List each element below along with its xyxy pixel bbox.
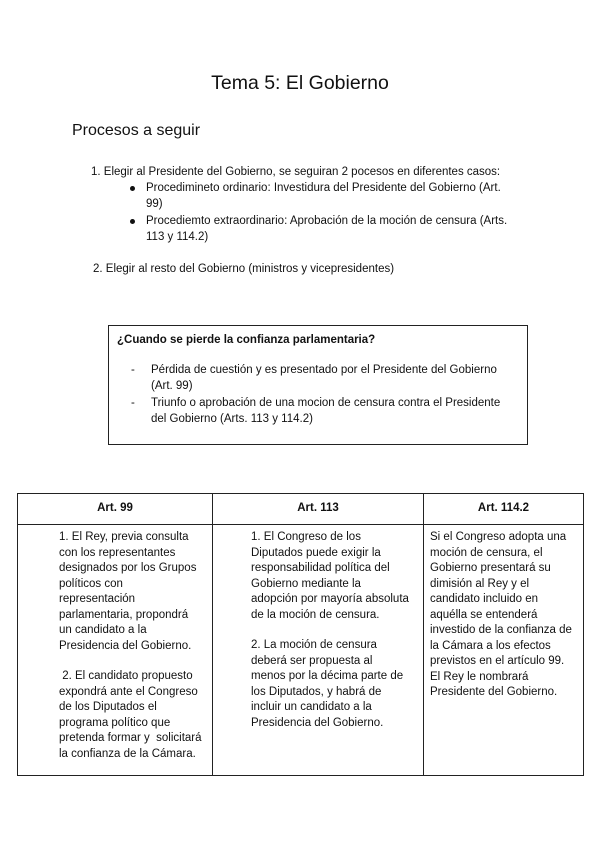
box-item-line: Pérdida de cuestión y es presentado por el Presidente del Gobierno [151, 364, 497, 376]
cell-line: expondrá ante el Congreso [59, 685, 198, 698]
articles-table [17, 493, 584, 776]
cell-line: Si el Congreso adopta una [430, 531, 567, 543]
cell-line: los Diputados, y habrá de [251, 685, 382, 698]
cell-line: incluir un candidato a la [251, 701, 372, 713]
cell-line: El Rey le nombrará [430, 670, 529, 683]
dash-marker: - [131, 397, 135, 409]
box-item [131, 395, 541, 427]
cell-line: adopción por mayoría absoluta [251, 593, 409, 605]
cell-line: designados por los Grupos [59, 562, 197, 574]
cell-line: aquélla se entenderá [430, 608, 538, 621]
cell-line: Gobierno presentará su [430, 562, 551, 574]
bullet-line: Procedimineto ordinario: Investidura del Presidente del Gobierno (Art. [146, 182, 501, 194]
step-2: 2. Elegir al resto del Gobierno (ministros y vicepresidentes) [93, 263, 395, 275]
table-header-row [18, 494, 584, 525]
bullet-line: Procediemto extraordinario: Aprobación de la moción de censura (Arts. [146, 215, 508, 227]
cell-line: 1. El Rey, previa consulta [59, 531, 189, 543]
cell-line: 1. El Congreso de los [251, 531, 361, 543]
cell-line: parlamentaria, propondrá [59, 608, 189, 621]
header-art-99: Art. 99 [18, 494, 213, 525]
cell-line: candidato incluido en [430, 593, 539, 605]
header-art-113: Art. 113 [213, 494, 424, 525]
cell-line: deberá ser propuesta al [251, 654, 373, 667]
page-title: Tema 5: El Gobierno [211, 72, 389, 94]
cell-line: un candidato a la [59, 624, 147, 636]
confidence-box [108, 325, 528, 445]
cell-line: Gobierno mediante la [251, 577, 361, 590]
step-1: 1. Elegir al Presidente del Gobierno, se seguiran 2 pocesos en diferentes casos: [91, 166, 501, 178]
cell-art-114-2 [424, 525, 584, 776]
cell-line: 2. La moción de censura [251, 639, 377, 651]
bullet-line: 113 y 114.2) [146, 231, 209, 243]
cell-line: dimisión al Rey y el [430, 577, 530, 590]
cell-line: Diputados puede exigir la [251, 546, 381, 559]
cell-line: investido de la confianza de [430, 624, 572, 636]
box-item-line: (Art. 99) [151, 380, 193, 392]
cell-line: con los representantes [59, 546, 176, 559]
box-item-line: del Gobierno (Arts. 113 y 114.2) [151, 413, 313, 425]
table-row [18, 525, 584, 776]
bullet-dot-icon [130, 186, 135, 191]
cell-art-113 [213, 525, 424, 776]
cell-line: la confianza de la Cámara. [59, 747, 196, 760]
dash-marker: - [131, 364, 135, 376]
box-title: ¿Cuando se pierde la confianza parlamentaria? [117, 334, 376, 346]
cell-line: representación [59, 593, 136, 605]
cell-line: previstos en el artículo 99. [430, 655, 565, 667]
cell-line: moción de censura, el [430, 546, 543, 559]
step-1-bullets [128, 180, 538, 246]
cell-line: Presidente del Gobierno. [430, 686, 558, 698]
bullet-item [128, 213, 538, 245]
header-art-114-2: Art. 114.2 [424, 494, 584, 525]
cell-line: 2. El candidato propuesto [59, 670, 193, 682]
cell-line: políticos con [59, 577, 123, 590]
bullet-item [128, 180, 538, 212]
cell-line: Presidencia del Gobierno. [59, 639, 192, 652]
box-item-line: Triunfo o aprobación de una mocion de censura contra el Presidente [151, 397, 501, 409]
cell-line: de los Diputados el [59, 701, 157, 713]
cell-line: la Cámara a los efectos [430, 639, 551, 652]
cell-line: de la moción de censura. [251, 608, 380, 621]
bullet-dot-icon [130, 219, 135, 224]
cell-line: menos por la décima parte de [251, 670, 404, 682]
bullet-line: 99) [146, 198, 163, 210]
cell-art-99 [18, 525, 213, 776]
cell-line: programa político que [59, 716, 171, 729]
cell-line: Presidencia del Gobierno. [251, 716, 384, 729]
section-subtitle: Procesos a seguir [72, 122, 201, 139]
box-item [131, 362, 541, 394]
cell-line: pretenda formar y solicitará [59, 732, 202, 744]
cell-line: responsabilidad política del [251, 562, 390, 574]
